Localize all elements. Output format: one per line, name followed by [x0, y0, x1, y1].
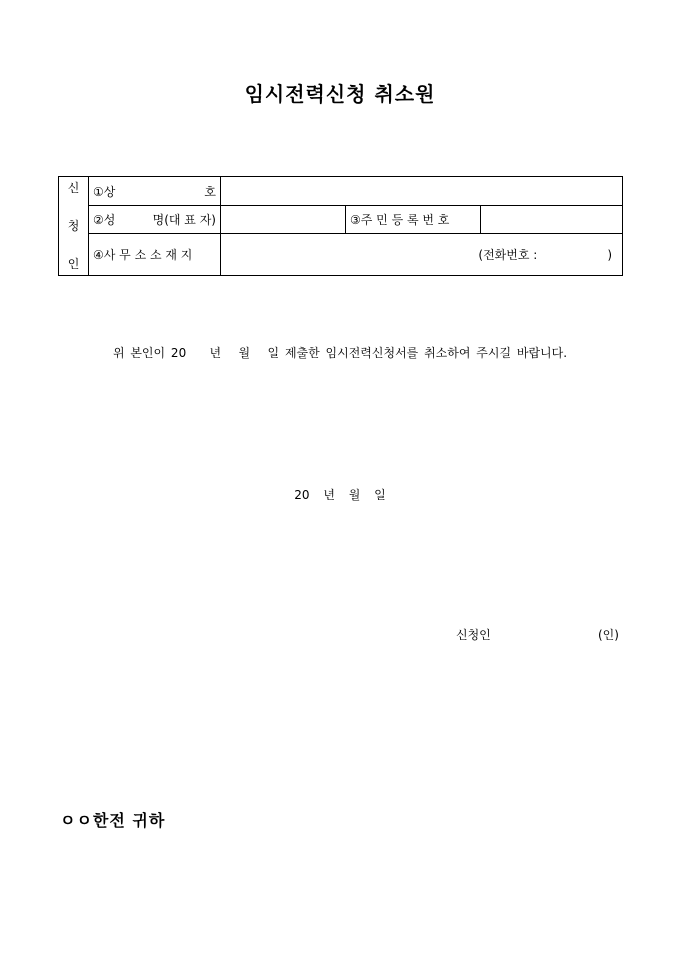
applicant-char-3: 인 — [67, 257, 80, 271]
resident-number-label: ③주 민 등 록 번 호 — [346, 206, 481, 234]
applicant-header-cell — [59, 177, 89, 276]
business-name-label-right: 호 — [204, 184, 216, 199]
business-name-field[interactable] — [221, 177, 623, 206]
cancellation-statement: 위 본인이 20 년 월 일 제출한 임시전력신청서를 취소하여 주시길 바랍니다. — [112, 346, 568, 360]
phone-label: (전화번호 : — [478, 248, 538, 262]
office-address-row — [59, 234, 623, 276]
date-line: 20 년 월 일 — [294, 488, 386, 502]
document-title: 임시전력신청 취소원 — [244, 82, 436, 106]
name-label-left: ②성 — [93, 213, 116, 227]
office-address-field[interactable] — [221, 234, 623, 276]
business-name-row — [59, 177, 623, 206]
resident-number-field[interactable] — [481, 206, 623, 234]
applicant-char-2: 청 — [67, 219, 80, 233]
signer-label: 신청인 — [456, 628, 491, 642]
seal-label: (인) — [598, 628, 619, 642]
name-row — [59, 206, 623, 234]
business-name-label-left: ①상 — [93, 184, 116, 199]
name-label — [89, 206, 221, 234]
office-address-label: ④사 무 소 소 재 지 — [89, 234, 221, 276]
applicant-info-table — [58, 176, 623, 276]
name-field[interactable] — [221, 206, 346, 234]
phone-close: ) — [607, 248, 612, 262]
recipient-line: ㅇㅇ한전 귀하 — [60, 811, 166, 830]
business-name-label — [89, 177, 221, 206]
applicant-char-1: 신 — [67, 181, 80, 195]
name-label-right: 명(대 표 자) — [152, 213, 216, 227]
